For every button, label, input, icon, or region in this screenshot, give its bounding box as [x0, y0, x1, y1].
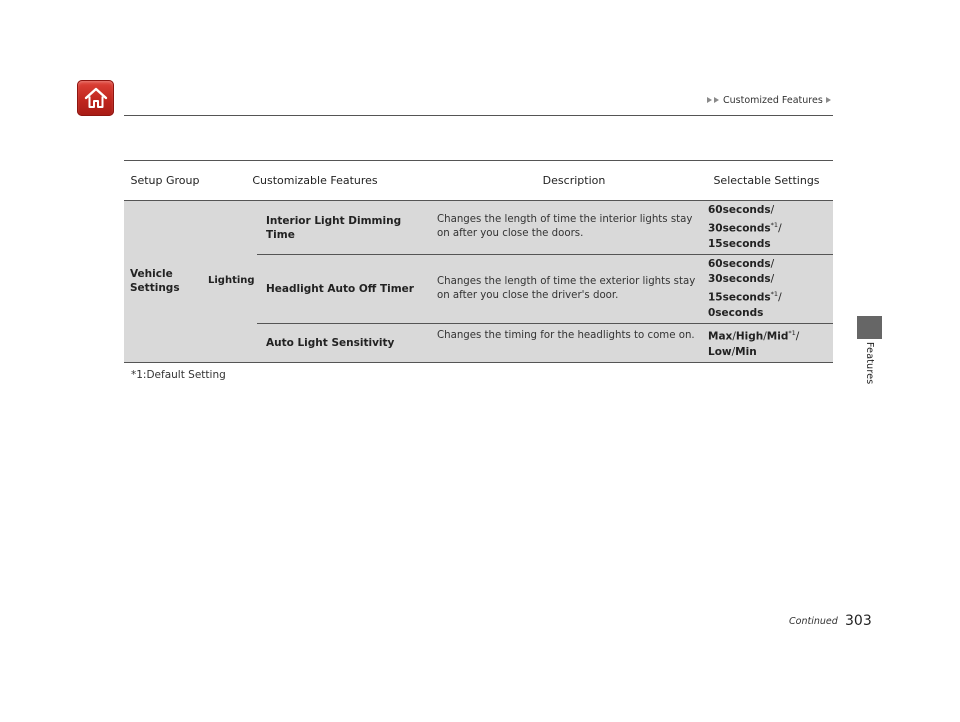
- continued-label: Continued: [789, 616, 838, 627]
- default-marker: *1: [788, 329, 796, 338]
- default-marker: *1: [770, 290, 779, 299]
- setup-subgroup-label: Lighting: [208, 275, 255, 286]
- feature-description: Changes the length of time the interior lights stay on after you close the doors.: [437, 214, 693, 239]
- footnote: *1:Default Setting: [131, 369, 226, 381]
- setting-option: 0seconds: [708, 306, 764, 319]
- table-row: [257, 201, 833, 255]
- feature-name: Headlight Auto Off Timer: [266, 283, 414, 295]
- page-number: 303: [845, 613, 872, 629]
- section-tab: [857, 316, 882, 339]
- arrow-right-icon: [826, 97, 831, 103]
- setting-option: Max: [708, 330, 733, 343]
- feature-name: Auto Light Sensitivity: [266, 337, 395, 349]
- setting-option: Low: [708, 345, 732, 358]
- default-marker: *1: [770, 221, 779, 230]
- settings-list: 60seconds/ 30seconds$^{*1}$/ 15seconds: [708, 204, 782, 250]
- feature-description: Changes the length of time the exterior lights stay on after you close the driver's door.: [437, 276, 696, 301]
- setting-option: 60seconds: [708, 258, 771, 271]
- setting-option: 15seconds: [708, 237, 771, 250]
- setup-group-cell: [124, 201, 257, 363]
- arrow-right-icon: [714, 97, 719, 103]
- setting-option: Min: [735, 345, 757, 358]
- setting-option: 30seconds: [708, 273, 771, 286]
- table-row: [257, 324, 833, 363]
- column-header-customizable-features: Customizable Features: [252, 173, 378, 187]
- setting-option: Mid: [766, 330, 789, 343]
- home-icon: [83, 86, 109, 110]
- setting-option: 30seconds: [708, 222, 771, 235]
- home-button[interactable]: [77, 80, 114, 116]
- table-body: [124, 201, 833, 363]
- column-header-selectable-settings: Selectable Settings: [713, 173, 820, 187]
- customized-features-table: [124, 160, 833, 363]
- setting-option: High: [735, 330, 764, 343]
- table-header: [124, 160, 833, 201]
- selectable-settings: [708, 201, 833, 254]
- settings-list: Max/High/Mid$^{*1}$/ Low/Min: [708, 329, 800, 358]
- table-row: [257, 255, 833, 324]
- setting-option: 60seconds: [708, 204, 771, 217]
- feature-name: Interior Light Dimming Time: [266, 214, 402, 241]
- breadcrumb: [707, 93, 831, 107]
- selectable-settings: [708, 324, 833, 362]
- header-divider: [124, 115, 833, 116]
- breadcrumb-label: Customized Features: [723, 94, 823, 106]
- feature-description: Changes the timing for the headlights to come on.: [437, 330, 695, 341]
- arrow-right-icon: [707, 97, 712, 103]
- settings-list: 60seconds/ 30seconds/ 15seconds$^{*1}$/ 0seconds: [708, 258, 782, 319]
- column-header-setup-group: Setup Group: [130, 173, 200, 187]
- column-header-description: Description: [542, 173, 606, 187]
- setting-option: 15seconds: [708, 291, 771, 304]
- selectable-settings: [708, 255, 833, 323]
- section-tab-label: Features: [864, 342, 875, 385]
- setup-group-label: Vehicle Settings: [130, 268, 180, 294]
